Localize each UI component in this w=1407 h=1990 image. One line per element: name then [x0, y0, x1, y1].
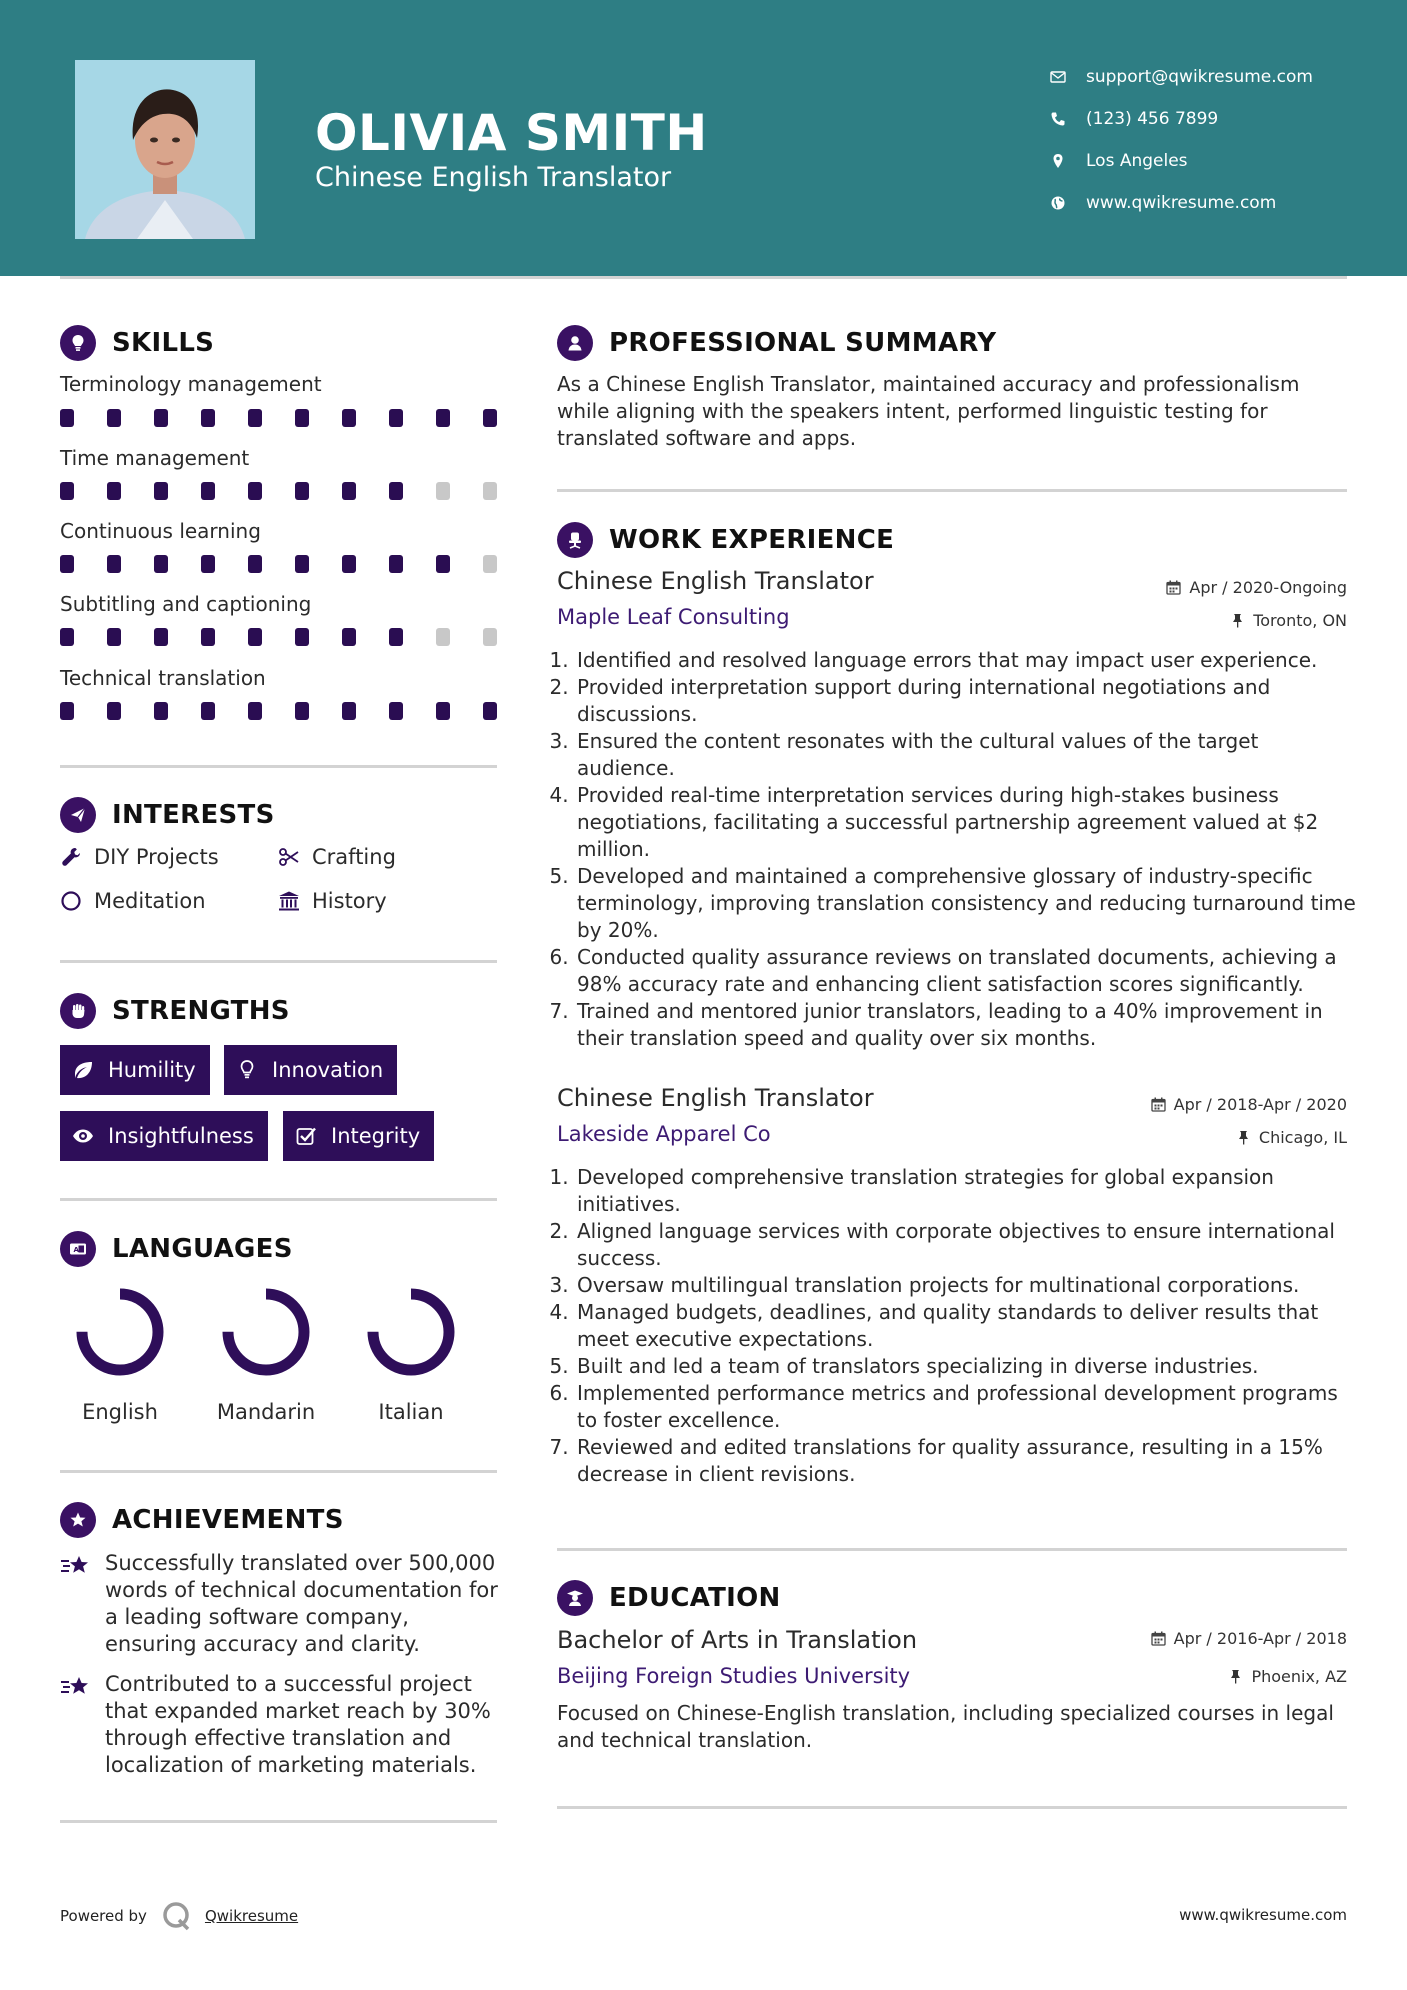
achievement-item: Contributed to a successful project that expanded market reach by 30% through effective translation and localization of marketing materials. [60, 1671, 500, 1779]
user-icon [557, 325, 593, 361]
leaf-icon [72, 1059, 94, 1081]
shooting-star-icon [60, 1553, 92, 1581]
skill-dot [60, 555, 74, 573]
map-pin-icon [1050, 153, 1086, 169]
skill-dot [483, 628, 497, 646]
skill-dot [436, 482, 450, 500]
section-divider [557, 1548, 1347, 1551]
school-name: Beijing Foreign Studies University [557, 1664, 911, 1688]
skill-dot [201, 628, 215, 646]
section-divider [60, 1470, 497, 1473]
job-responsibilities [557, 647, 1357, 1052]
wrench-icon [60, 846, 82, 868]
list-item: 1. Developed comprehensive translation strategies for global expansion initiatives. [575, 1164, 1357, 1218]
skill-dot [342, 702, 356, 720]
job-responsibilities [557, 1164, 1357, 1488]
section-divider [557, 1806, 1347, 1809]
list-item: 3. Ensured the content resonates with the cultural values of the target audience. [575, 728, 1357, 782]
office-chair-icon [557, 522, 593, 558]
skill-dot [248, 555, 262, 573]
achievement-item: Successfully translated over 500,000 words of technical documentation for a leading software company, ensuring accuracy and clarity. [60, 1550, 500, 1658]
skill-dot [483, 702, 497, 720]
graduate-icon [557, 1580, 593, 1616]
job-title: Chinese English Translator [557, 1084, 874, 1112]
eye-icon [72, 1125, 94, 1147]
strength-chip: Humility [60, 1045, 210, 1095]
skills-heading: SKILLS [60, 325, 214, 361]
skill-label: Time management [60, 446, 250, 470]
degree-title: Bachelor of Arts in Translation [557, 1626, 918, 1654]
language-label: Italian [378, 1400, 444, 1424]
skill-dot [248, 628, 262, 646]
skill-dot [389, 409, 403, 427]
svg-text:A: A [73, 1246, 79, 1254]
scissors-icon [278, 846, 300, 868]
contact-email[interactable]: support@qwikresume.com [1050, 56, 1313, 98]
star-badge-icon [60, 1502, 96, 1538]
footer-website-link[interactable]: www.qwikresume.com [1179, 1906, 1347, 1924]
skill-dot [342, 628, 356, 646]
skill-dot [342, 409, 356, 427]
skill-label: Subtitling and captioning [60, 592, 312, 616]
circle-icon [60, 890, 82, 912]
list-item: 5. Built and led a team of translators specializing in diverse industries. [575, 1353, 1357, 1380]
calendar-icon [1151, 1631, 1166, 1646]
skill-dot [389, 555, 403, 573]
skill-label: Continuous learning [60, 519, 261, 543]
skill-rating [60, 409, 497, 427]
education-location: Phoenix, AZ [1228, 1667, 1347, 1686]
skill-dot [389, 628, 403, 646]
lightbulb-icon [60, 325, 96, 361]
skill-rating [60, 628, 497, 646]
list-item: 7. Reviewed and edited translations for quality assurance, resulting in a 15% decrease in client revisions. [575, 1434, 1357, 1488]
skill-dot [248, 409, 262, 427]
skill-dot [389, 482, 403, 500]
check-square-icon [295, 1125, 317, 1147]
language-item [60, 1286, 180, 1424]
brand-link[interactable]: Qwikresume [204, 1907, 299, 1925]
skill-dot [295, 555, 309, 573]
list-item: 4. Provided real-time interpretation services during high-stakes business negotiations, facilitating a successful partnership agreement valued at $2 million. [575, 782, 1357, 863]
profile-photo [75, 60, 255, 239]
fist-icon [60, 993, 96, 1029]
job-dates: Apr / 2020-Ongoing [1166, 578, 1347, 597]
skill-dot [436, 628, 450, 646]
work-heading: WORK EXPERIENCE [557, 522, 894, 558]
contact-list [1050, 56, 1313, 224]
strength-chip: Insightfulness [60, 1111, 268, 1161]
list-item: 7. Trained and mentored junior translators, leading to a 40% improvement in their translation speed and quality over six months. [575, 998, 1357, 1052]
summary-text: As a Chinese English Translator, maintained accuracy and professionalism while aligning with the speakers intent, performed linguistic testing for translated software and apps. [557, 372, 1300, 450]
list-item: 4. Managed budgets, deadlines, and quality standards to deliver results that meet executive expectations. [575, 1299, 1357, 1353]
company-name: Lakeside Apparel Co [557, 1122, 771, 1146]
list-item: 2. Provided interpretation support during international negotiations and discussions. [575, 674, 1357, 728]
achievements-heading: ACHIEVEMENTS [60, 1502, 344, 1538]
resume-header [0, 0, 1407, 276]
lightbulb-icon [236, 1059, 258, 1081]
skill-dot [201, 409, 215, 427]
summary-heading: PROFESSIONAL SUMMARY [557, 325, 996, 361]
skill-dot [483, 482, 497, 500]
education-description: Focused on Chinese-English translation, including specialized courses in legal and technical translation. [557, 1701, 1334, 1752]
header-divider [60, 276, 1347, 279]
skill-dot [201, 555, 215, 573]
skill-dot [60, 702, 74, 720]
language-item [206, 1286, 326, 1424]
skill-rating [60, 555, 497, 573]
skill-dot [107, 628, 121, 646]
interests-heading: INTERESTS [60, 797, 275, 833]
language-item [351, 1286, 471, 1424]
list-item: 3. Oversaw multilingual translation projects for multinational corporations. [575, 1272, 1357, 1299]
contact-phone[interactable]: (123) 456 7899 [1050, 98, 1313, 140]
skill-rating [60, 702, 497, 720]
company-name: Maple Leaf Consulting [557, 605, 790, 629]
job-title: Chinese English Translator [557, 567, 874, 595]
section-divider [60, 1820, 497, 1823]
skill-dot [107, 409, 121, 427]
skill-dot [342, 482, 356, 500]
skill-dot [295, 409, 309, 427]
education-heading: EDUCATION [557, 1580, 781, 1616]
languages-heading: A LANGUAGES [60, 1231, 293, 1267]
skill-dot [154, 702, 168, 720]
skill-dot [201, 482, 215, 500]
contact-location: Los Angeles [1050, 140, 1313, 182]
skill-dot [483, 555, 497, 573]
pushpin-icon [1228, 1669, 1243, 1684]
skill-dot [295, 628, 309, 646]
skill-dot [107, 555, 121, 573]
skill-dot [389, 702, 403, 720]
section-divider [60, 960, 497, 963]
candidate-name: OLIVIA SMITH [315, 104, 708, 162]
job-location: Chicago, IL [1236, 1128, 1347, 1147]
shooting-star-icon [60, 1674, 92, 1702]
strength-chip: Innovation [224, 1045, 397, 1095]
skill-dot [154, 409, 168, 427]
museum-icon [278, 890, 300, 912]
skill-dot [107, 702, 121, 720]
globe-icon [1050, 195, 1086, 211]
qwikresume-logo-icon [161, 1900, 193, 1932]
skill-dot [201, 702, 215, 720]
interest-item: History [278, 889, 387, 913]
phone-icon [1050, 111, 1086, 127]
footer-powered-by: Powered by Qwikresume [60, 1900, 298, 1932]
list-item: 5. Developed and maintained a comprehensive glossary of industry-specific terminology, improving translation consistency and reducing turnaround time by 20%. [575, 863, 1357, 944]
skill-dot [154, 628, 168, 646]
contact-website[interactable]: www.qwikresume.com [1050, 182, 1313, 224]
paper-plane-icon [60, 797, 96, 833]
skill-rating [60, 482, 497, 500]
skill-label: Technical translation [60, 666, 266, 690]
list-item: 1. Identified and resolved language errors that may impact user experience. [575, 647, 1357, 674]
pushpin-icon [1236, 1130, 1251, 1145]
skill-dot [295, 702, 309, 720]
language-label: English [82, 1400, 158, 1424]
skill-dot [342, 555, 356, 573]
section-divider [60, 1198, 497, 1201]
interest-item: DIY Projects [60, 845, 219, 869]
language-icon [60, 1231, 96, 1267]
calendar-icon [1166, 580, 1181, 595]
interest-item: Crafting [278, 845, 396, 869]
envelope-icon [1050, 69, 1086, 85]
list-item: 6. Implemented performance metrics and professional development programs to foster excellence. [575, 1380, 1357, 1434]
language-label: Mandarin [216, 1400, 316, 1424]
skill-dot [60, 628, 74, 646]
skill-dot [107, 482, 121, 500]
calendar-icon [1151, 1097, 1166, 1112]
skill-dot [154, 555, 168, 573]
education-dates: Apr / 2016-Apr / 2018 [1151, 1629, 1347, 1648]
skill-dot [248, 702, 262, 720]
skill-dot [295, 482, 309, 500]
skill-dot [60, 482, 74, 500]
skill-dot [60, 409, 74, 427]
section-divider [60, 765, 497, 768]
skill-dot [436, 555, 450, 573]
list-item: 6. Conducted quality assurance reviews on translated documents, achieving a 98% accuracy rate and enhancing client satisfaction scores significantly. [575, 944, 1357, 998]
skill-dot [248, 482, 262, 500]
candidate-title: Chinese English Translator [315, 162, 672, 193]
language-level-ring [365, 1286, 457, 1378]
pushpin-icon [1230, 613, 1245, 628]
job-dates: Apr / 2018-Apr / 2020 [1151, 1095, 1347, 1114]
job-location: Toronto, ON [1230, 611, 1347, 630]
language-level-ring [220, 1286, 312, 1378]
skill-dot [436, 702, 450, 720]
skill-label: Terminology management [60, 372, 322, 396]
skill-dot [436, 409, 450, 427]
skill-dot [483, 409, 497, 427]
skill-dot [154, 482, 168, 500]
interest-item: Meditation [60, 889, 206, 913]
list-item: 2. Aligned language services with corporate objectives to ensure international success. [575, 1218, 1357, 1272]
section-divider [557, 489, 1347, 492]
strengths-heading: STRENGTHS [60, 993, 290, 1029]
language-level-ring [74, 1286, 166, 1378]
strength-chip: Integrity [283, 1111, 434, 1161]
